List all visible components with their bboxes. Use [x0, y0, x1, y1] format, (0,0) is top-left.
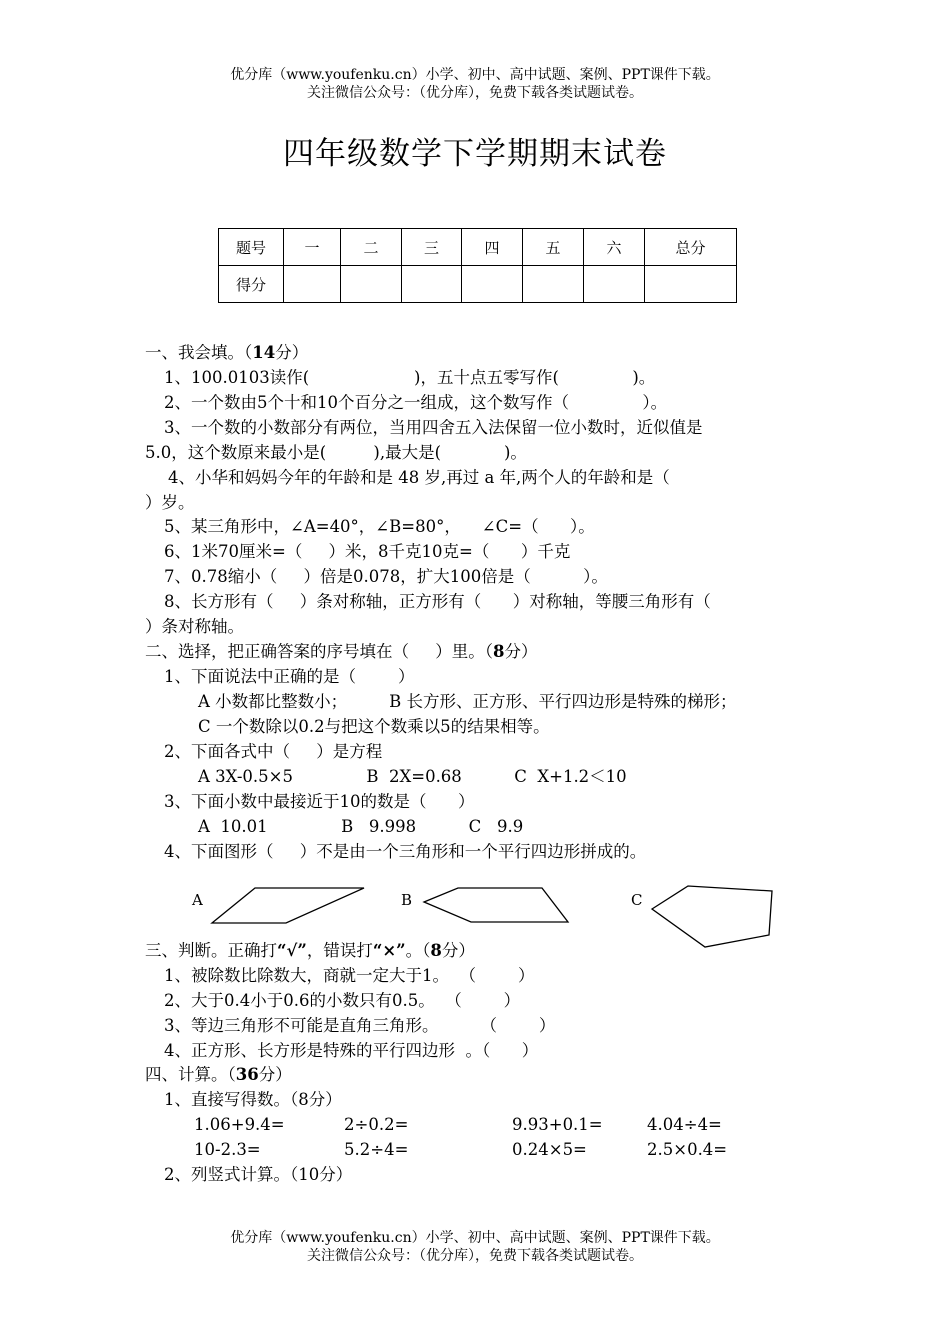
calc-item: 9.93+0.1= — [512, 1115, 603, 1134]
calc-item: 2÷0.2= — [344, 1115, 409, 1134]
section2-heading: 二、选择，把正确答案的序号填在（ ）里。（8分） — [145, 642, 538, 661]
section3-heading: 三、判断。正确打“√”，错误打“×”。（8分） — [145, 941, 475, 960]
footer-line-1: 优分库（www.youfenku.cn）小学、初中、高中试题、案例、PPT课件下载。 — [230, 1230, 720, 1246]
s1-question-8: 8、长方形有（ ）条对称轴，正方形有（ ）对称轴，等腰三角形有（ — [164, 592, 711, 611]
header-line-2: 关注微信公众号：（优分库），免费下载各类试题试卷。 — [307, 85, 643, 101]
shape-label-b: B — [401, 891, 413, 909]
score-input-cell[interactable] — [584, 266, 645, 303]
header-line-1: 优分库（www.youfenku.cn）小学、初中、高中试题、案例、PPT课件下载。 — [230, 67, 720, 83]
calc-item: 1.06+9.4= — [194, 1115, 285, 1134]
s1-question-5: 5、某三角形中，∠A=40°，∠B=80°， ∠C=（ ）。 — [164, 517, 595, 536]
score-cell: 题号 — [219, 229, 284, 266]
section1-heading: 一、我会填。（14分） — [145, 343, 309, 362]
score-input-cell[interactable] — [284, 266, 341, 303]
s1-question-3-cont: 5.0，这个数原来最小是( ),最大是( )。 — [145, 443, 527, 462]
s2-question-1-options-ab: A 小数都比整数小； B 长方形、正方形、平行四边形是特殊的梯形； — [198, 692, 737, 711]
footer-line-2: 关注微信公众号：（优分库），免费下载各类试题试卷。 — [307, 1248, 643, 1264]
shape-b-trapezoid-figure — [420, 884, 575, 928]
score-cell: 二 — [341, 229, 402, 266]
section4-heading: 四、计算。（36分） — [145, 1065, 292, 1084]
calc-item: 10-2.3= — [194, 1140, 261, 1159]
s2-question-2: 2、下面各式中（ ）是方程 — [164, 742, 383, 761]
shape-label-a: A — [192, 891, 203, 909]
score-input-cell[interactable] — [341, 266, 402, 303]
s2-question-1-option-c: C 一个数除以0.2与把这个数乘以5的结果相等。 — [198, 717, 550, 736]
calc-item: 0.24×5= — [512, 1140, 587, 1159]
s3-question-4: 4、正方形、长方形是特殊的平行四边形 。（ ） — [164, 1041, 539, 1060]
score-cell: 六 — [584, 229, 645, 266]
s4-question-1: 1、直接写得数。（8分） — [164, 1090, 342, 1109]
calc-item: 4.04÷4= — [647, 1115, 722, 1134]
s1-question-2: 2、一个数由5个十和10个百分之一组成，这个数写作（ ）。 — [164, 393, 668, 412]
score-cell: 一 — [284, 229, 341, 266]
calc-item: 2.5×0.4= — [647, 1140, 728, 1159]
shape-c-pentagon-figure — [648, 881, 778, 953]
score-cell: 总分 — [645, 229, 737, 266]
score-cell: 四 — [462, 229, 523, 266]
s2-question-2-options: A 3X-0.5×5 B 2X=0.68 C X+1.2＜10 — [198, 767, 627, 786]
shape-c-outline — [652, 886, 772, 947]
s1-question-4-cont: ）岁。 — [145, 493, 195, 512]
score-input-cell[interactable] — [523, 266, 584, 303]
s1-question-7: 7、0.78缩小（ ）倍是0.078，扩大100倍是（ ）。 — [164, 567, 608, 586]
s1-question-1: 1、100.0103读作( )，五十点五零写作( )。 — [164, 368, 656, 387]
page-title: 四年级数学下学期期末试卷 — [283, 136, 667, 172]
shape-a-parallelogram-figure — [208, 884, 368, 928]
score-table — [218, 228, 737, 303]
s1-question-8-cont: ）条对称轴。 — [145, 617, 244, 636]
s1-question-4: 4、小华和妈妈今年的年龄和是 48 岁,再过 a 年,两个人的年龄和是（ — [168, 468, 670, 487]
score-cell: 五 — [523, 229, 584, 266]
s2-question-4: 4、下面图形（ ）不是由一个三角形和一个平行四边形拼成的。 — [164, 842, 647, 861]
s1-question-6: 6、1米70厘米=（ ）米，8千克10克=（ ）千克 — [164, 542, 571, 561]
score-input-cell[interactable] — [645, 266, 737, 303]
s3-question-3: 3、等边三角形不可能是直角三角形。 （ ） — [164, 1016, 556, 1035]
shape-a-outline — [212, 888, 364, 923]
shape-b-outline — [424, 888, 568, 922]
score-input-cell[interactable] — [462, 266, 523, 303]
shape-label-c: C — [631, 891, 643, 909]
s4-question-2: 2、列竖式计算。（10分） — [164, 1165, 353, 1184]
score-cell: 得分 — [219, 266, 284, 303]
score-cell: 三 — [402, 229, 462, 266]
score-table-header-row — [219, 229, 737, 266]
s2-question-3-options: A 10.01 B 9.998 C 9.9 — [198, 817, 524, 836]
s1-question-3: 3、一个数的小数部分有两位，当用四舍五入法保留一位小数时，近似值是 — [164, 418, 703, 437]
score-table-score-row — [219, 266, 737, 303]
s3-question-2: 2、大于0.4小于0.6的小数只有0.5。 （ ） — [164, 991, 521, 1010]
s2-question-1: 1、下面说法中正确的是（ ） — [164, 667, 415, 686]
calc-item: 5.2÷4= — [344, 1140, 409, 1159]
score-input-cell[interactable] — [402, 266, 462, 303]
s2-question-3: 3、下面小数中最接近于10的数是（ ） — [164, 792, 475, 811]
s3-question-1: 1、被除数比除数大，商就一定大于1。 （ ） — [164, 966, 535, 985]
